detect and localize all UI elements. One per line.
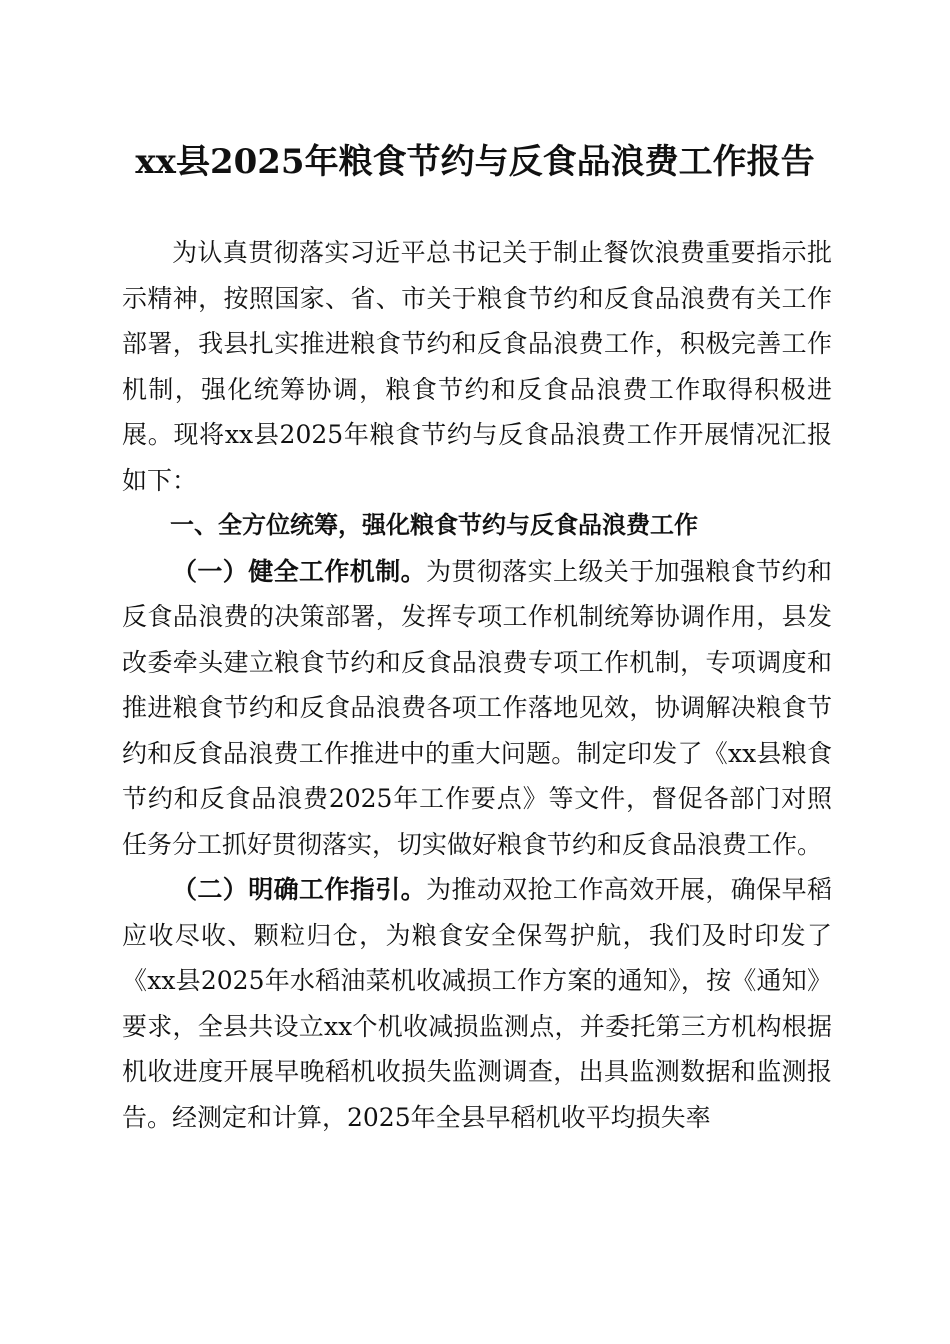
paragraph-lead: （二）明确工作指引。	[172, 875, 426, 904]
document-body	[122, 230, 832, 1140]
document-title: xx县2025年粮食节约与反食品浪费工作报告	[135, 142, 815, 182]
paragraph-text: 为推动双抢工作高效开展，确保早稻应收尽收、颗粒归仓，为粮食安全保驾护航，我们及时印发了《xx县2025年水稻油菜机收减损工作方案的通知》，按《通知》要求，全县共设立xx个机收减损监测点，并委托第三方机构根据机收进度开展早晚稻机收损失监测调查，出具监测数据和监测报告。经测定和计算，2025年全县早稻机收平均损失率	[122, 875, 832, 1132]
paragraph-text: 为贯彻落实上级关于加强粮食节约和反食品浪费的决策部署，发挥专项工作机制统筹协调作用，县发改委牵头建立粮食节约和反食品浪费专项工作机制，专项调度和推进粮食节约和反食品浪费各项工作落地见效，协调解决粮食节约和反食品浪费工作推进中的重大问题。制定印发了《xx县粮食节约和反食品浪费2025年工作要点》等文件，督促各部门对照任务分工抓好贯彻落实，切实做好粮食节约和反食品浪费工作。	[122, 556, 832, 859]
paragraph-work-guidance	[122, 867, 832, 1140]
intro-paragraph: 为认真贯彻落实习近平总书记关于制止餐饮浪费重要指示批示精神，按照国家、省、市关于粮食节约和反食品浪费有关工作部署，我县扎实推进粮食节约和反食品浪费工作，积极完善工作机制，强化统筹协调，粮食节约和反食品浪费工作取得积极进展。现将xx县2025年粮食节约与反食品浪费工作开展情况汇报如下：	[122, 238, 832, 495]
paragraph-lead: （一）健全工作机制。	[172, 556, 426, 586]
section-heading: 一、全方位统筹，强化粮食节约与反食品浪费工作	[170, 511, 698, 539]
paragraph-work-mechanism	[122, 549, 832, 868]
